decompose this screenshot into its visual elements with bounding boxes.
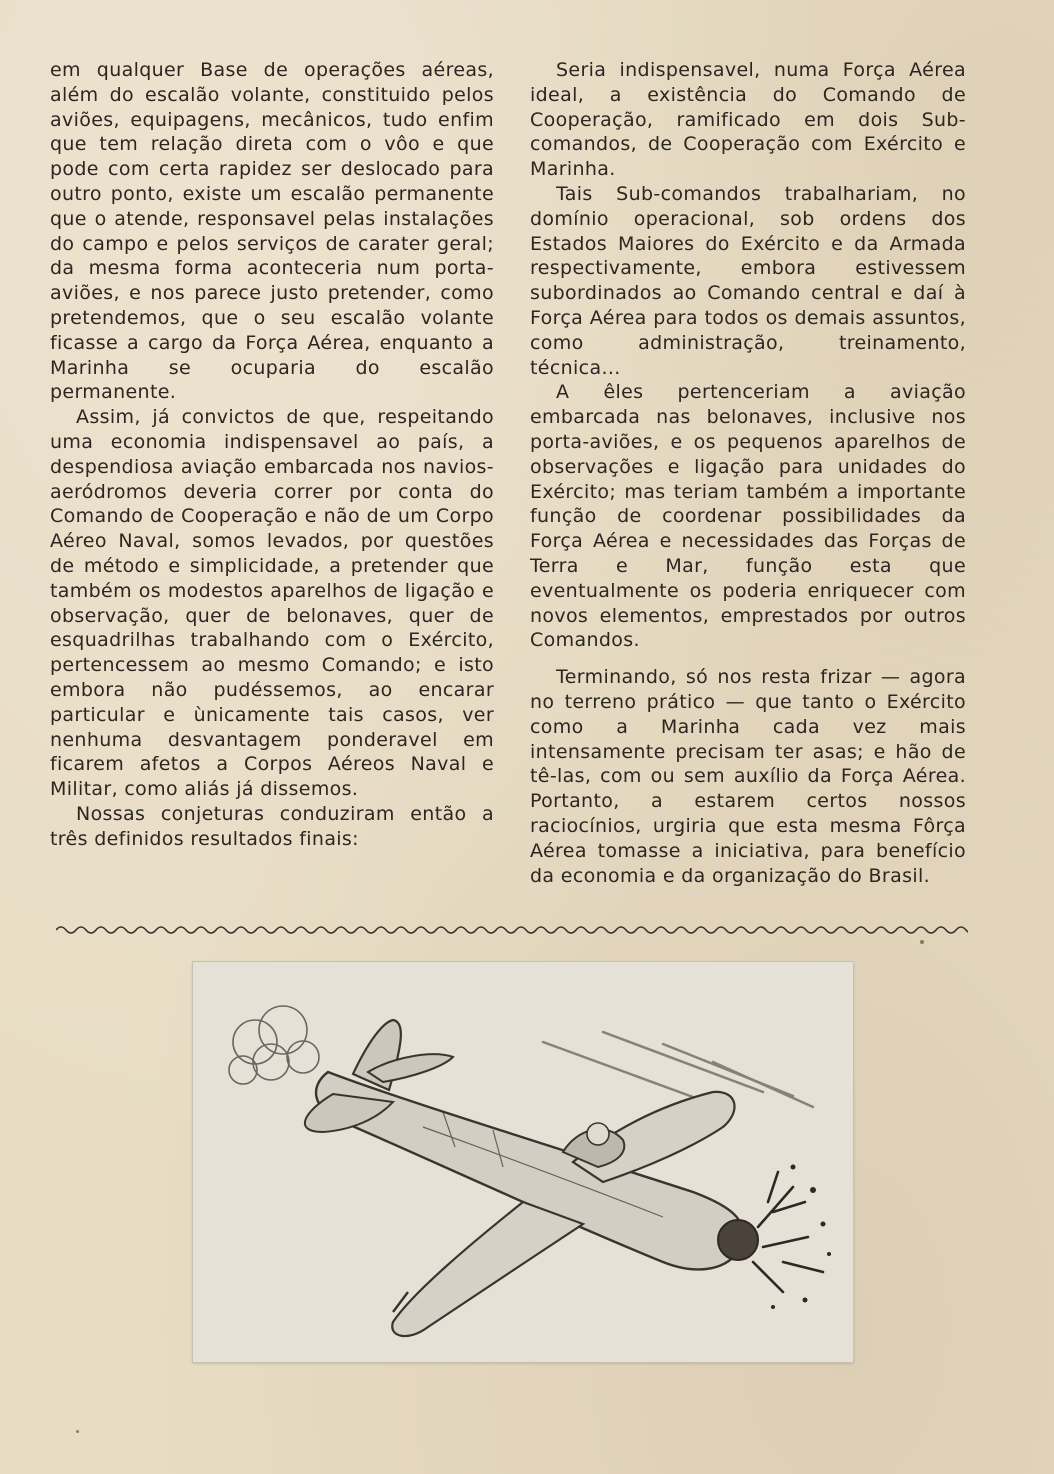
cartoon-illustration [193,962,853,1362]
paper-speck [920,940,924,944]
left-paragraph-1: em qualquer Base de operações aéreas, além do escalão volante, constituido pelos aviões, equipagens, mecânicos, tudo enfim que tem relação direta com o vôo e que pode com certa rapidez ser deslocado para outro ponto, existe um escalão permanente que o atende, responsavel pelas instalações do campo e pelos serviços de carater geral; da mesma forma aconteceria num porta-aviões, e nos parece justo pretender, como pretendemos, que o seu escalão volante ficasse a cargo da Força Aérea, enquanto a Marinha se ocuparia do escalão permanente. [50,59,494,404]
wavy-divider [56,918,968,942]
right-paragraph-2: Tais Sub-comandos trabalhariam, no domínio operacional, sob ordens dos Estados Maiores do Exército e da Armada respectivamente, embora estivessem subordinados ao Comando central e daí à Força Aérea para todos os demais assuntos, como administração, treinamento, técnica... [530,182,966,379]
right-text-column [530,58,966,888]
right-paragraph-4: Terminando, só nos resta frizar — agora no terreno prático — que tanto o Exército como a Marinha cada vez mais intensamente precisam ter asas; e hão de tê-las, com ou sem auxílio da Força Aérea. Portanto, a estarem certos nossos raciocínios, urgiria que esta mesma Fôrça Aérea tomasse a iniciativa, para benefício da economia e da organização do Brasil. [530,666,966,887]
right-paragraph-3: A êles pertenceriam a aviação embarcada nas belonaves, inclusive nos porta-aviões, e os pequenos aparelhos de observações e ligação para unidades do Exército; mas teriam também a importante função de coordenar possibilidades da Força Aérea e necessidades das Forças de Terra e Mar, função esta que eventualmente os poderia enriquecer com novos elementos, emprestados por outros Comandos. [530,381,966,652]
airplane-cartoon-icon [193,962,853,1362]
left-paragraph-2: Assim, já convictos de que, respeitando uma economia indispensavel ao país, a despendiosa aviação embarcada nos navios-aeródromos deveria correr por conta do Comando de Cooperação e não de um Corpo Aéreo Naval, somos levados, por questões de método e simplicidade, a pretender que também os modestos aparelhos de ligação e observação, quer de belonaves, quer de esquadrilhas trabalhando com o Exército, pertencessem ao mesmo Comando; e isto embora não pudéssemos, ao encarar particular e ùnicamente tais casos, ver nenhuma desvantagem ponderavel em ficarem afetos a Corpos Aéreos Naval e Militar, como aliás já dissemos. [50,406,494,801]
left-text-column [50,58,494,852]
right-paragraph-1: Seria indispensavel, numa Força Aérea ideal, a existência do Comando de Cooperação, ramificado em dois Sub-comandos, de Cooperação com Exército e Marinha. [530,59,966,181]
left-paragraph-3: Nossas conjeturas conduziram então a três definidos resultados finais: [50,802,494,850]
paper-speck [76,1430,79,1433]
